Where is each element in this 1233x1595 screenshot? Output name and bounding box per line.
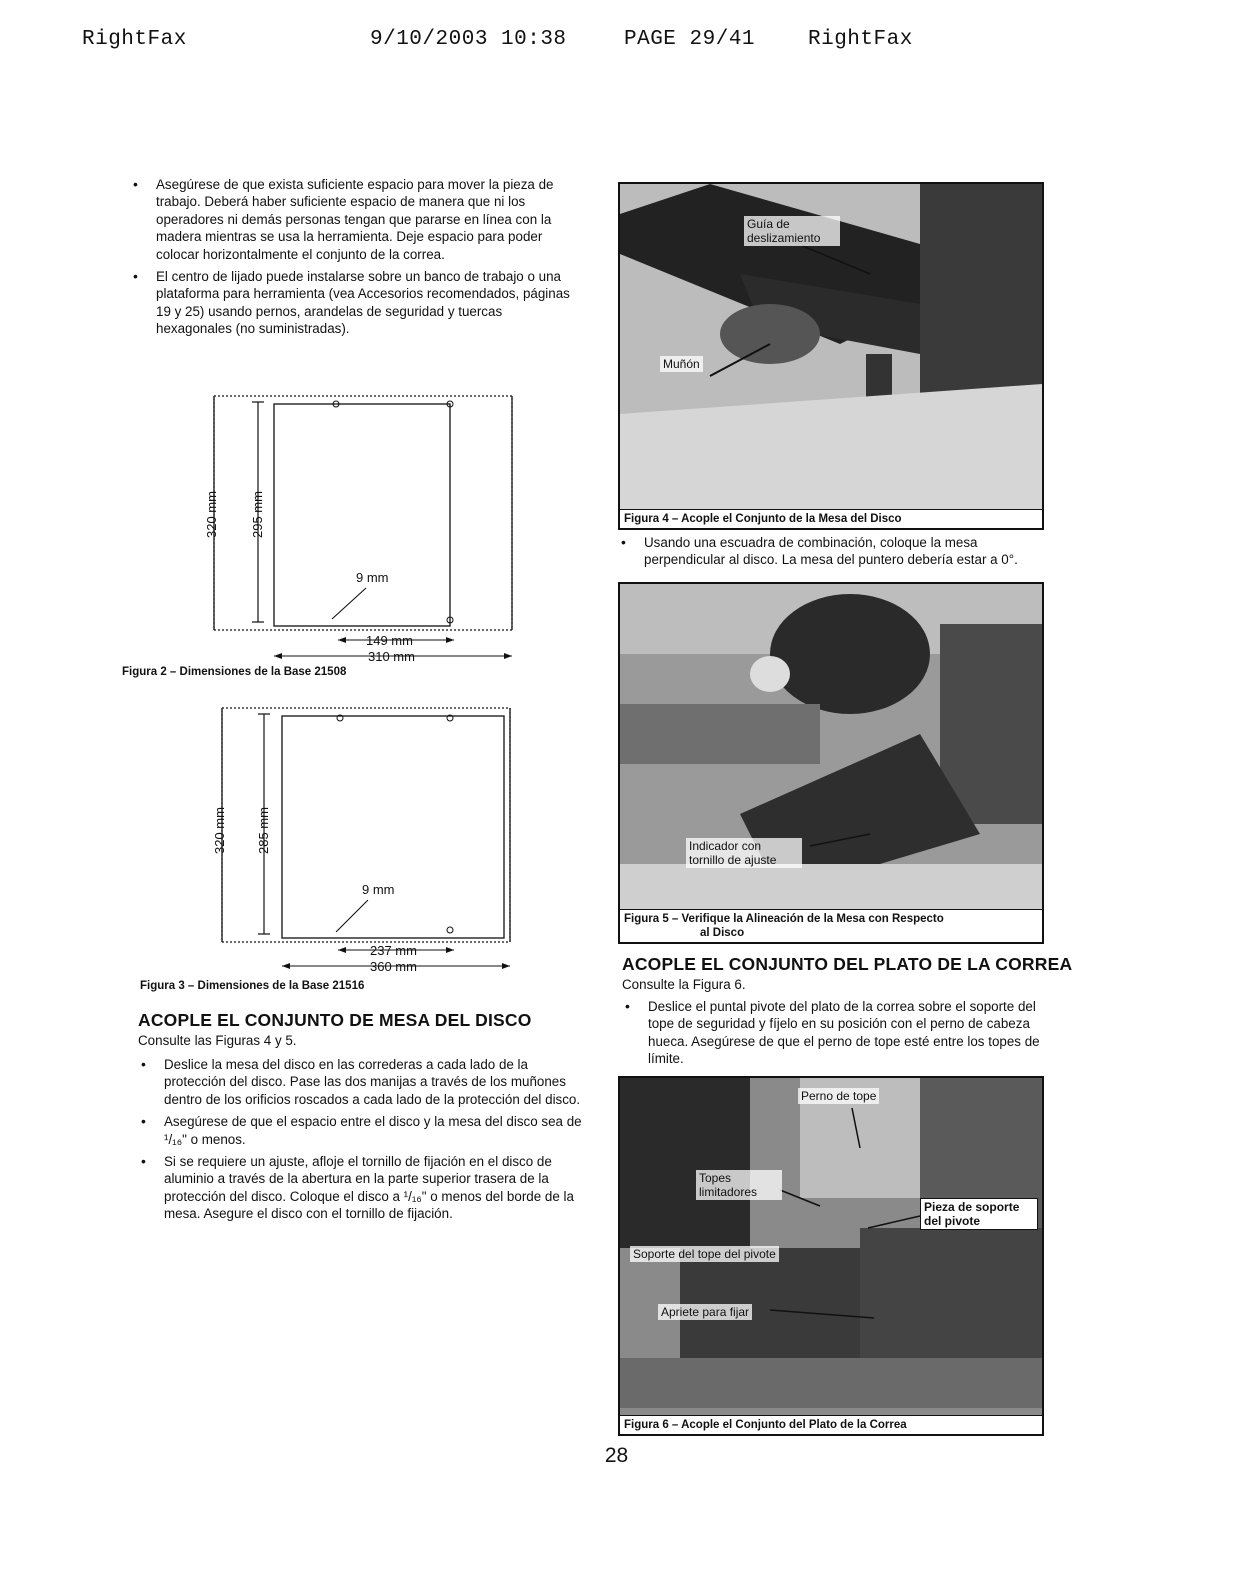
fig2-offset: 9 mm (356, 570, 389, 585)
fig2-outer-height: 320 mm (204, 491, 219, 538)
section-belt-see: Consulte la Figura 6. (622, 977, 746, 992)
section-belt-title: ACOPLE EL CONJUNTO DEL PLATO DE LA CORREA (622, 954, 1073, 974)
section-disc-see: Consulte las Figuras 4 y 5. (138, 1033, 297, 1048)
fax-header (82, 28, 942, 58)
figure5-caption-line2: al Disco (700, 927, 745, 939)
belt-bullet: • Deslice el puntal pivote del plato de la correa sobre el soporte del tope de seguridad y fíjelo en su posición con el perno de cabeza hueca. Asegúrese de que el perno de tope esté entre los topes de límite. (622, 998, 1052, 1068)
fig3-inner-width: 237 mm (370, 943, 417, 958)
figure6-caption: Figura 6 – Acople el Conjunto del Plato de la Correa (620, 1415, 1042, 1434)
section-belt (622, 954, 1073, 1073)
figure4-bullet-list (618, 534, 1048, 574)
figure4-caption: Figura 4 – Acople el Conjunto de la Mesa del Disco (620, 509, 1042, 528)
figure5-caption (620, 909, 1042, 942)
fig6-label-pivot-stop-support: Soporte del tope del pivote (630, 1246, 779, 1262)
fig6-label-tighten: Apriete para fijar (658, 1304, 752, 1320)
figure6-photo (618, 1076, 1044, 1436)
fig4-label-trunnion: Muñón (660, 356, 703, 372)
fig3-outer-width: 360 mm (370, 959, 417, 972)
figure4-photo (618, 182, 1044, 530)
fig4-label-slide: Guía de deslizamiento (744, 216, 840, 246)
intro-bullet: • Asegúrese de que exista suficiente espacio para mover la pieza de trabajo. Deberá haber suficiente espacio de manera que ni los operadores ni demás personas tengan que pararse en línea con la madera mientras se usa la herramienta. Deje espacio para poder colocar horizontalmente el conjunto de la correa. (130, 176, 580, 263)
fig3-outer-height: 320 mm (212, 807, 227, 854)
figure4-bullet: • Usando una escuadra de combinación, coloque la mesa perpendicular al disco. La mesa del puntero debería estar a 0°. (618, 534, 1048, 569)
fig3-offset: 9 mm (362, 882, 395, 897)
fig5-label-indicator: Indicador con tornillo de ajuste (686, 838, 802, 868)
fig2-inner-width: 149 mm (366, 633, 413, 648)
figure5-photo (618, 582, 1044, 944)
section-disc-bullets (138, 1056, 588, 1223)
fax-page: PAGE 29/41 (624, 28, 756, 51)
intro-bullet-list (130, 176, 580, 338)
section-disc-title: ACOPLE EL CONJUNTO DE MESA DEL DISCO (138, 1010, 532, 1030)
fax-sender-left: RightFax (82, 28, 187, 51)
figure3-diagram (196, 704, 526, 972)
disc-bullet: • Deslice la mesa del disco en las correderas a cada lado de la protección del disco. Pase las dos manijas a través de los muñones dentro de los orificios roscados a cada lado de la protección del disco. (138, 1056, 588, 1108)
left-intro (130, 176, 580, 343)
page-number: 28 (604, 1444, 629, 1467)
section-disc (138, 1010, 588, 1228)
figure2-diagram (196, 390, 526, 662)
fig6-label-pivot-support-part: Pieza de soporte del pivote (920, 1198, 1038, 1230)
fig2-inner-height: 295 mm (250, 491, 265, 538)
figure2-caption: Figura 2 – Dimensiones de la Base 21508 (122, 666, 347, 678)
disc-bullet: • Si se requiere un ajuste, afloje el tornillo de fijación en el disco de aluminio a través de la abertura en la parte superior trasera de la protección del disco. Coloque el disco a ¹/₁₆" o menos del borde de la mesa. Asegure el disco con el tornillo de fijación. (138, 1153, 588, 1223)
disc-bullet: • Asegúrese de que el espacio entre el disco y la mesa del disco sea de ¹/₁₆" o menos. (138, 1113, 588, 1148)
intro-bullet: • El centro de lijado puede instalarse sobre un banco de trabajo o una plataforma para herramienta (vea Accesorios recomendados, páginas 19 y 25) usando pernos, arandelas de seguridad y tuercas hexagonales (no suministradas). (130, 268, 580, 338)
figure5-caption-line1: Figura 5 – Verifique la Alineación de la Mesa con Respecto (624, 913, 944, 925)
fig2-outer-width: 310 mm (368, 649, 415, 662)
figure3-caption: Figura 3 – Dimensiones de la Base 21516 (140, 980, 365, 992)
fig6-label-limit-stops: Topes limitadores (696, 1170, 782, 1200)
section-belt-bullets (622, 998, 1052, 1068)
fax-datetime: 9/10/2003 10:38 (370, 28, 567, 51)
fax-sender-right: RightFax (808, 28, 913, 51)
fig3-inner-height: 285 mm (256, 807, 271, 854)
fig6-label-stop-bolt: Perno de tope (798, 1088, 879, 1104)
